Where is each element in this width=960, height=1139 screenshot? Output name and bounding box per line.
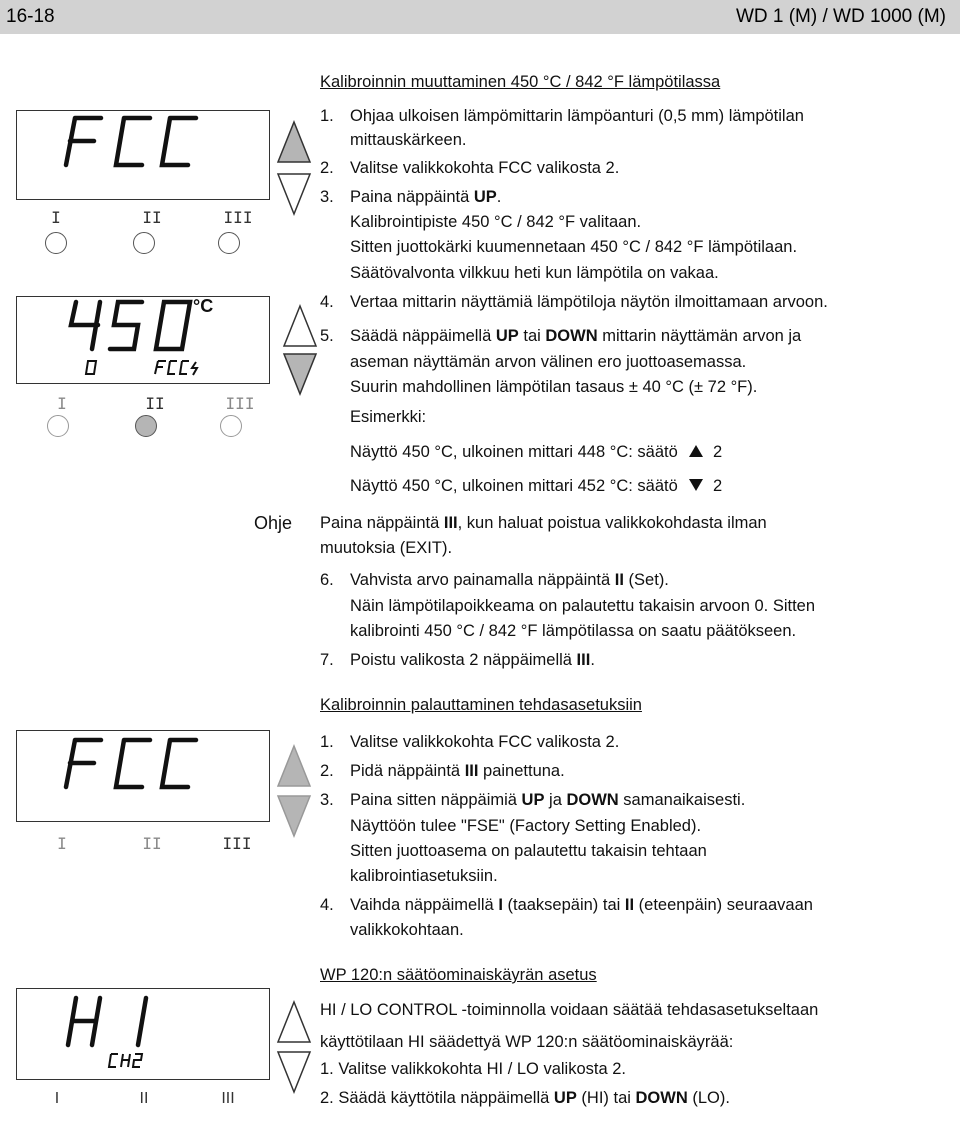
step-number: 4. — [320, 293, 334, 311]
note-text — [320, 511, 767, 536]
unit-label: °C — [193, 296, 214, 316]
text: ja — [544, 791, 567, 809]
example-text: Näyttö 450 °C, ulkoinen mittari 448 °C: säätö — [350, 443, 678, 461]
key-up: UP — [473, 188, 497, 206]
page-number: 16-18 — [6, 6, 55, 27]
hi-glyphs — [68, 998, 146, 1045]
step-text — [350, 648, 595, 673]
key-iii: III — [443, 514, 458, 532]
button-label-ii: II — [142, 834, 162, 853]
key-up: UP — [521, 791, 545, 809]
section-heading-wp120: WP 120:n säätöominaiskäyrän asetus — [320, 966, 597, 984]
button-label-i: I — [51, 208, 61, 227]
text: painettuna. — [478, 762, 565, 780]
step-number: 5. — [320, 327, 334, 345]
button-label-iii: III — [225, 394, 255, 413]
down-triangle-icon — [688, 478, 704, 492]
text: Paina näppäintä — [320, 514, 444, 532]
text: mittarin näyttämän arvon ja — [597, 327, 802, 345]
text: Säädä näppäimellä — [350, 327, 496, 345]
reset-step-3-line-2: Näyttöön tulee "FSE" (Factory Setting Enabled). — [350, 817, 702, 835]
key-up: UP — [553, 1089, 577, 1107]
step-5-line-3: Suurin mahdollinen lämpötilan tasaus ± 40 °C (± 72 °F). — [350, 378, 758, 396]
step-6-line-2: Näin lämpötilapoikkeama on palautettu takaisin arvoon 0. Sitten — [350, 597, 816, 615]
text: Vaihda näppäimellä — [350, 896, 499, 914]
wp-step-2 — [320, 1086, 730, 1111]
text: (taaksepäin) tai — [502, 896, 625, 914]
step-3-line-3: Sitten juottokärki kuumennetaan 450 °C / 842 °F lämpötilaan. — [350, 238, 798, 256]
step-text — [350, 185, 501, 210]
button-label-iii: III — [221, 1090, 235, 1107]
text: tai — [518, 327, 546, 345]
step-text: Valitse valikkokohta FCC valikosta 2. — [350, 159, 620, 177]
example-text: Näyttö 450 °C, ulkoinen mittari 452 °C: säätö — [350, 477, 678, 495]
text: (LO). — [687, 1089, 730, 1107]
reset-step-4-line-2: valikkokohtaan. — [350, 921, 464, 939]
example-label: Esimerkki: — [350, 408, 427, 426]
step-5-line-2: aseman näyttämän arvon välinen ero juottoasemassa. — [350, 353, 747, 371]
step-number: 1. — [320, 733, 334, 751]
note-label: Ohje — [254, 513, 293, 533]
step-text: Valitse valikkokohta FCC valikosta 2. — [350, 733, 620, 751]
button-label-i: I — [57, 394, 67, 413]
button-label-i: I — [54, 1090, 60, 1107]
step-text — [350, 788, 745, 813]
step-number: 2. — [320, 762, 334, 780]
step-3-line-4: Säätövalvonta vilkkuu heti kun lämpötila on vakaa. — [350, 264, 719, 282]
step-3-line-2: Kalibrointipiste 450 °C / 842 °F valitaan. — [350, 213, 642, 231]
text: (eteenpäin) seuraavaan — [634, 896, 813, 914]
key-down: DOWN — [566, 791, 619, 809]
text: 2. Säädä käyttötila näppäimellä — [320, 1089, 554, 1107]
text: Vahvista arvo painamalla näppäintä — [350, 571, 615, 589]
step-number: 6. — [320, 571, 334, 589]
example-2 — [350, 474, 722, 499]
step-number: 2. — [320, 159, 334, 177]
step-text — [350, 324, 801, 349]
text: . — [590, 651, 595, 669]
step-number: 1. — [320, 107, 334, 125]
intro-line-2: käyttötilaan HI säädettyä WP 120:n säätöominaiskäyrää: — [320, 1033, 734, 1051]
step-number: 3. — [320, 188, 334, 206]
step-1-line-2: mittauskärkeen. — [350, 131, 467, 149]
step-6-line-3: kalibrointi 450 °C / 842 °F lämpötilassa on saatu päätökseen. — [350, 622, 797, 640]
text: samanaikaisesti. — [618, 791, 746, 809]
sub-display — [109, 1054, 142, 1067]
text: , kun haluat poistua valikkokohdasta ilman — [457, 514, 767, 532]
text: Poistu valikosta 2 näppäimellä — [350, 651, 577, 669]
step-text: Vertaa mittarin näyttämiä lämpötiloja näytön ilmoittamaan arvoon. — [350, 293, 828, 311]
button-label-ii: II — [145, 394, 165, 413]
intro-line-1: HI / LO CONTROL -toiminnolla voidaan säätää tehdasasetukseltaan — [320, 1001, 819, 1019]
step-number: 3. — [320, 791, 334, 809]
text: Paina näppäintä — [350, 188, 474, 206]
model-title: WD 1 (M) / WD 1000 (M) — [735, 6, 946, 27]
text: (Set). — [623, 571, 669, 589]
key-down: DOWN — [545, 327, 598, 345]
example-value: 2 — [712, 443, 723, 461]
text: Pidä näppäintä — [350, 762, 465, 780]
wp-step-1: 1. Valitse valikkokohta HI / LO valikosta 2. — [320, 1060, 626, 1078]
key-iii: III — [464, 762, 479, 780]
step-text — [350, 568, 669, 593]
reset-step-3-line-4: kalibrointiasetuksiin. — [350, 867, 498, 885]
key-ii: II — [614, 571, 624, 589]
key-ii: II — [624, 896, 635, 914]
example-1 — [350, 440, 722, 465]
section-heading-factory-reset: Kalibroinnin palauttaminen tehdasasetuksiin — [320, 696, 642, 714]
note-line-2: muutoksia (EXIT). — [320, 539, 453, 557]
button-label-ii: II — [142, 208, 162, 227]
button-label-iii: III — [222, 834, 252, 853]
text: (HI) tai — [576, 1089, 636, 1107]
button-label-ii: II — [139, 1090, 149, 1107]
step-number: 4. — [320, 896, 334, 914]
step-text — [350, 759, 565, 784]
up-triangle-icon — [688, 444, 704, 458]
step-text: Ohjaa ulkoisen lämpömittarin lämpöanturi (0,5 mm) lämpötilan — [350, 107, 804, 125]
button-label-i: I — [57, 834, 67, 853]
text: Paina sitten näppäimiä — [350, 791, 522, 809]
key-up: UP — [495, 327, 519, 345]
key-iii: III — [576, 651, 591, 669]
reset-step-3-line-3: Sitten juottoasema on palautettu takaisin tehtaan — [350, 842, 707, 860]
example-value: 2 — [712, 477, 723, 495]
button-label-iii: III — [223, 208, 253, 227]
down-arrow-key[interactable] — [276, 1050, 312, 1094]
key-down: DOWN — [635, 1089, 688, 1107]
text: . — [496, 188, 502, 206]
section-heading-calibration: Kalibroinnin muuttaminen 450 °C / 842 °F lämpötilassa — [320, 73, 721, 91]
step-text — [350, 893, 813, 918]
key-i: I — [498, 896, 503, 914]
step-number: 7. — [320, 651, 334, 669]
up-arrow-key[interactable] — [276, 1000, 312, 1044]
